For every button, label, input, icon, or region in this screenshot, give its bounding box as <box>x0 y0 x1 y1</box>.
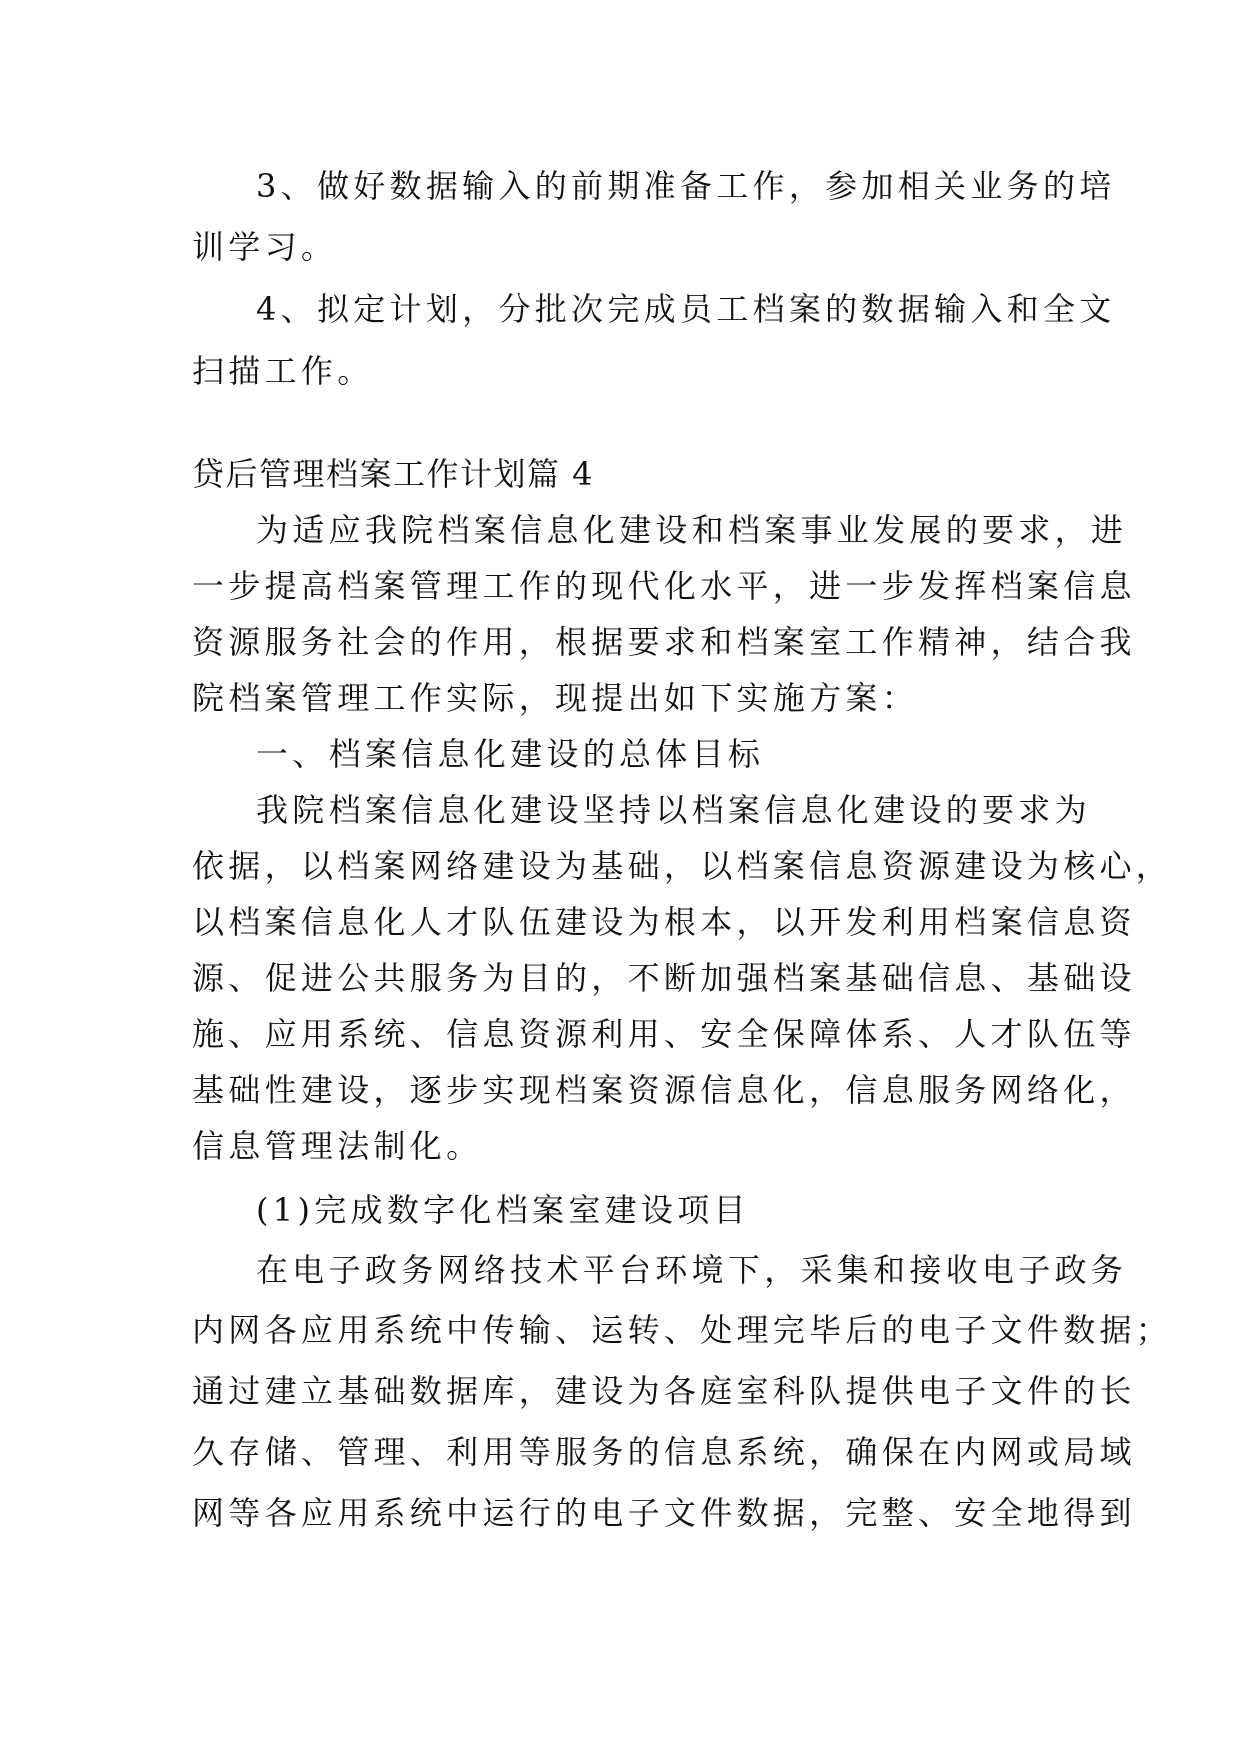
paragraph-goal-line-3: 以档案信息化人才队伍建设为根本，以开发利用档案信息资 <box>192 903 1136 941</box>
list-item-3-line-2: 训学习。 <box>192 228 338 266</box>
paragraph-intro-line-2: 一步提高档案管理工作的现代化水平，进一步发挥档案信息 <box>192 567 1136 605</box>
paragraph-goal-line-7: 信息管理法制化。 <box>192 1127 483 1165</box>
list-item-4-line-2: 扫描工作。 <box>192 352 374 390</box>
paragraph-project-line-1: 在电子政务网络技术平台环境下，采集和接收电子政务 <box>256 1251 1128 1289</box>
list-item-4-line-1: 4、拟定计划，分批次完成员工档案的数据输入和全文 <box>256 290 1116 328</box>
paragraph-goal-line-5: 施、应用系统、信息资源利用、安全保障体系、人才队伍等 <box>192 1015 1136 1053</box>
subheading-project: (1)完成数字化档案室建设项目 <box>256 1191 750 1229</box>
paragraph-intro-line-4: 院档案管理工作实际，现提出如下实施方案： <box>192 679 919 717</box>
paragraph-project-line-3: 通过建立基础数据库，建设为各庭室科队提供电子文件的长 <box>192 1372 1136 1410</box>
paragraph-goal-line-4: 源、促进公共服务为目的，不断加强档案基础信息、基础设 <box>192 959 1136 997</box>
paragraph-project-line-5: 网等各应用系统中运行的电子文件数据，完整、安全地得到 <box>192 1494 1136 1532</box>
section-heading: 贷后管理档案工作计划篇 4 <box>192 455 595 493</box>
paragraph-project-line-2: 内网各应用系统中传输、运转、处理完毕后的电子文件数据； <box>192 1311 1173 1349</box>
paragraph-intro-line-1: 为适应我院档案信息化建设和档案事业发展的要求，进 <box>256 511 1128 549</box>
list-item-3-line-1: 3、做好数据输入的前期准备工作，参加相关业务的培 <box>256 167 1116 205</box>
paragraph-intro-line-3: 资源服务社会的作用，根据要求和档案室工作精神，结合我 <box>192 623 1136 661</box>
paragraph-goal-line-1: 我院档案信息化建设坚持以档案信息化建设的要求为 <box>256 791 1091 829</box>
paragraph-goal-line-2: 依据，以档案网络建设为基础，以档案信息资源建设为核心， <box>192 847 1173 885</box>
paragraph-project-line-4: 久存储、管理、利用等服务的信息系统，确保在内网或局域 <box>192 1433 1136 1471</box>
paragraph-goal-line-6: 基础性建设，逐步实现档案资源信息化，信息服务网络化， <box>192 1071 1136 1109</box>
subheading-goal: 一、档案信息化建设的总体目标 <box>256 735 765 773</box>
